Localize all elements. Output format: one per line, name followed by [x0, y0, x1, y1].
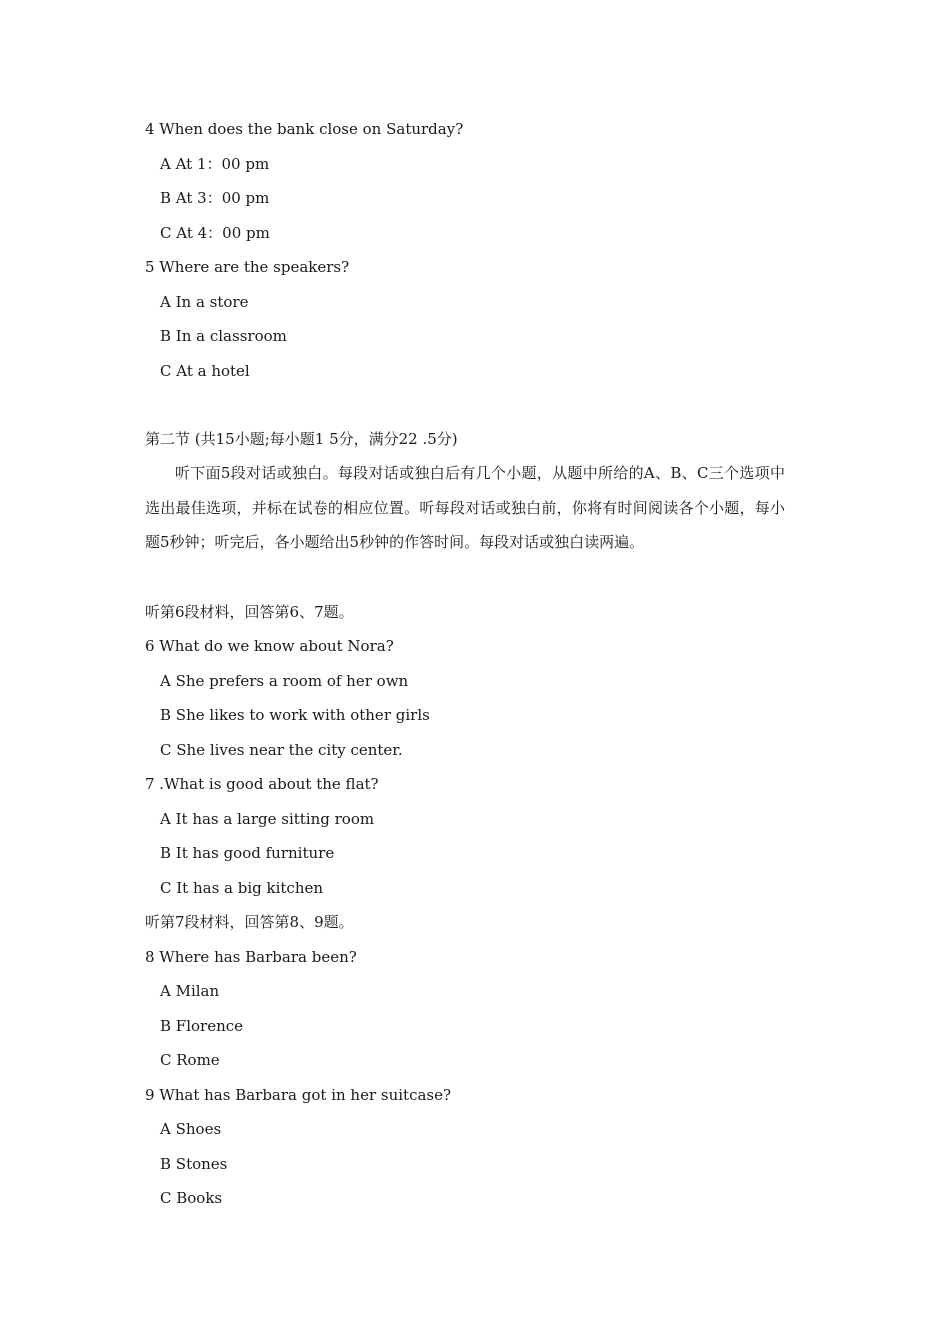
question-9-option-c: C Books: [160, 1189, 223, 1207]
question-5-option-a: A In a store: [160, 293, 249, 311]
question-6-option-b: B She likes to work with other girls: [160, 706, 430, 724]
question-7-option-a: A It has a large sitting room: [160, 810, 375, 828]
question-8-option-b: B Florence: [160, 1017, 244, 1035]
section-2-instructions: 听下面5段对话或独白。每段对话或独白后有几个小题，从题中所给的A、B、C三个选项中选出最佳选项，并标在试卷的相应位置。听每段对话或独白前，你将有时间阅读各个小题，每小题5秒钟；听完后，各小题给出5秒钟的作答时间。每段对话或独白读两遍。: [145, 464, 785, 552]
question-7: 7 .What is good about the flat?: [145, 775, 379, 793]
question-4-option-b: B At 3：00 pm: [160, 189, 270, 207]
question-8-option-c: C Rome: [160, 1051, 220, 1069]
question-8: 8 Where has Barbara been?: [145, 948, 357, 966]
question-9-option-b: B Stones: [160, 1155, 228, 1173]
question-8-option-a: A Milan: [160, 982, 220, 1000]
question-5: 5 Where are the speakers?: [145, 258, 350, 276]
question-6-option-a: A She prefers a room of her own: [160, 672, 409, 690]
question-5-option-c: C At a hotel: [160, 362, 250, 380]
question-9: 9 What has Barbara got in her suitcase?: [145, 1086, 452, 1104]
question-4-option-a: A At 1：00 pm: [160, 155, 270, 173]
question-7-option-c: C It has a big kitchen: [160, 879, 324, 897]
question-6-option-c: C She lives near the city center.: [160, 741, 403, 759]
question-6: 6 What do we know about Nora?: [145, 637, 394, 655]
material-6-heading: 听第6段材料，回答第6、7题。: [145, 603, 354, 621]
question-9-option-a: A Shoes: [160, 1120, 222, 1138]
section-2-heading: 第二节 (共15小题;每小题1 5分，满分22 .5分): [145, 430, 458, 448]
question-5-option-b: B In a classroom: [160, 327, 287, 345]
material-7-heading: 听第7段材料，回答第8、9题。: [145, 913, 354, 931]
question-4-option-c: C At 4：00 pm: [160, 224, 270, 242]
question-7-option-b: B It has good furniture: [160, 844, 335, 862]
question-4: 4 When does the bank close on Saturday?: [145, 120, 464, 138]
